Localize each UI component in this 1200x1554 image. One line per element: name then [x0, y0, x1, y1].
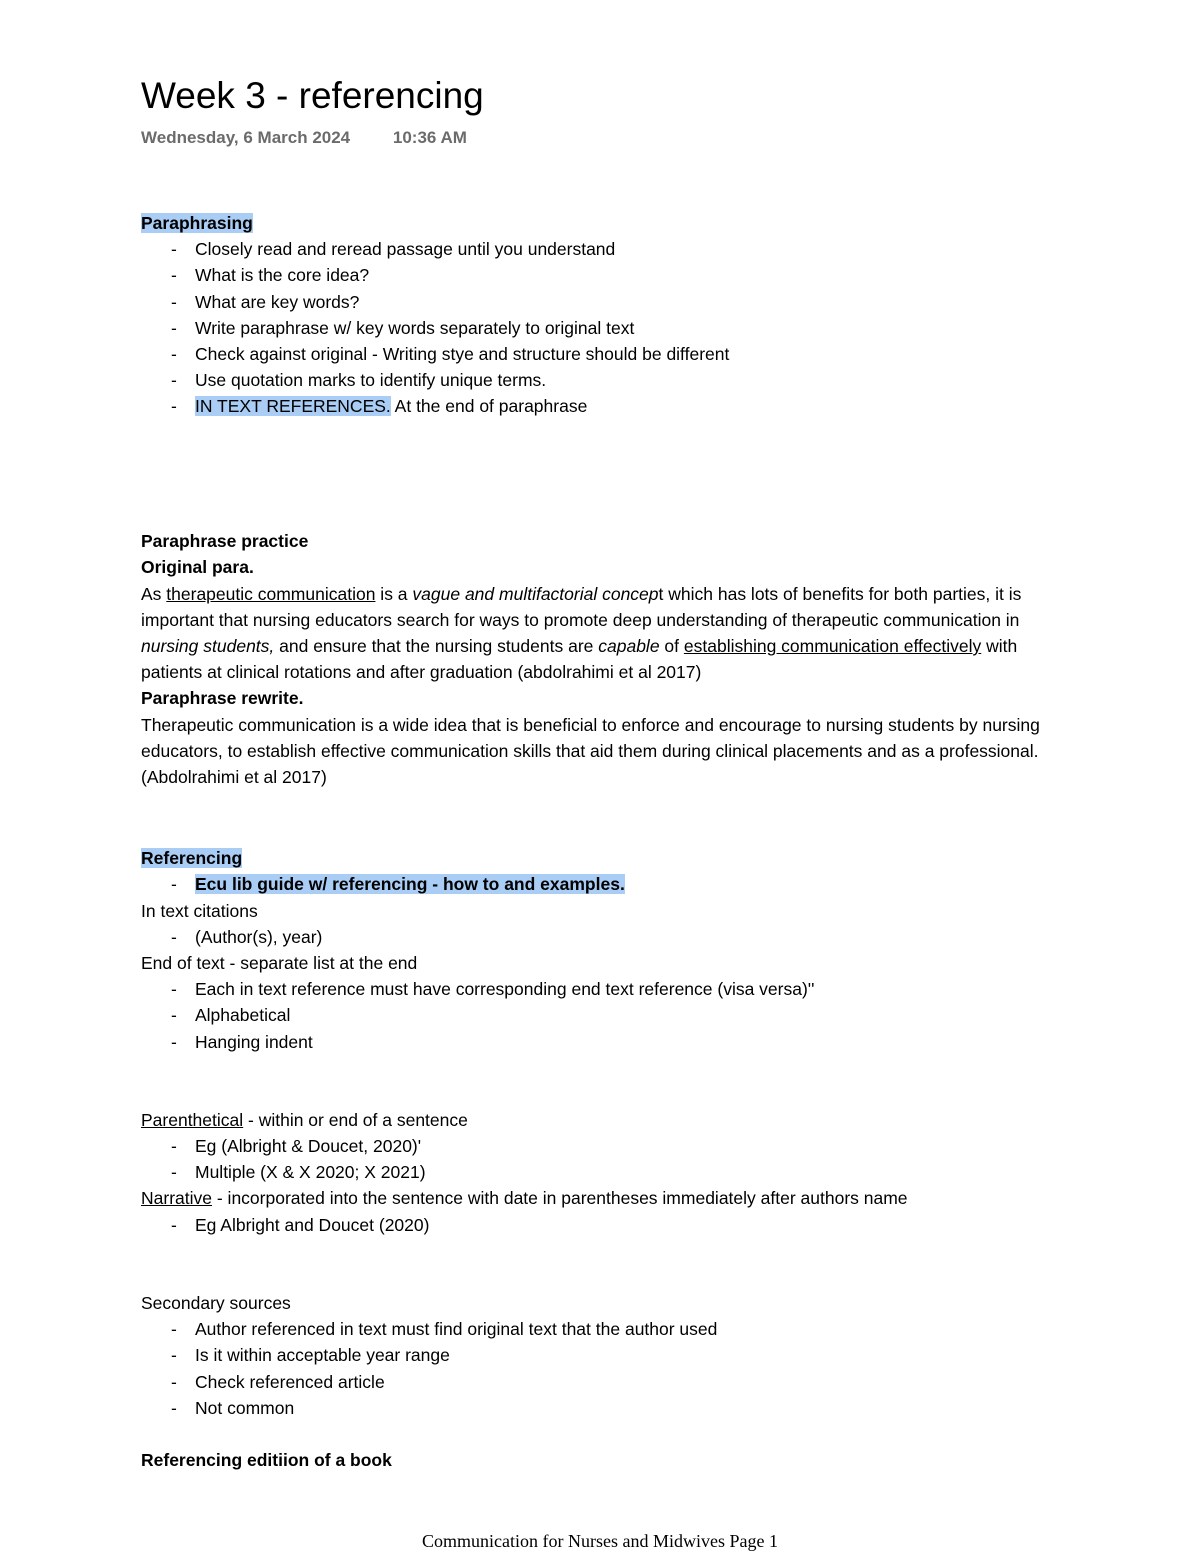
practice-heading: Paraphrase practice — [141, 531, 309, 552]
list-item: - Check against original - Writing stye and structure should be different — [141, 341, 1061, 367]
referencing-heading: Referencing — [141, 848, 243, 869]
list-item — [141, 393, 1061, 419]
text-run: and ensure that the nursing students are — [274, 636, 599, 657]
list-item: - Is it within acceptable year range — [141, 1342, 1061, 1368]
parenthetical-line — [141, 1107, 1061, 1133]
list-item: - Check referenced article — [141, 1369, 1061, 1395]
lib-guide-text: Ecu lib guide w/ referencing - how to and examples. — [195, 874, 625, 895]
narrative-desc: - incorporated into the sentence with date in parentheses immediately after authors name — [212, 1188, 908, 1209]
list-item: - Not common — [141, 1395, 1061, 1421]
secondary-heading: Secondary sources — [141, 1292, 291, 1313]
text-run: t which has lots of benefits for both parties, it is important that nursing educators search for ways to promote deep understanding of therapeutic communication in — [141, 583, 1022, 630]
in-text-references-highlight: IN TEXT REFERENCES. — [195, 396, 391, 417]
list-item: - Each in text reference must have corresponding end text reference (visa versa)'' — [141, 976, 1061, 1002]
list-item: - Multiple (X & X 2020; X 2021) — [141, 1159, 1061, 1185]
underlined-term: therapeutic communication — [166, 583, 376, 604]
parenthetical-desc: - within or end of a sentence — [243, 1109, 468, 1130]
narrative-line — [141, 1185, 1061, 1211]
page-title: Week 3 - referencing — [141, 75, 484, 116]
list-item — [141, 871, 1061, 897]
list-item: - (Author(s), year) — [141, 924, 1061, 950]
parenthetical-term: Parenthetical — [141, 1109, 244, 1130]
text-run: is a — [375, 583, 413, 604]
rewrite-label: Paraphrase rewrite. — [141, 688, 304, 709]
list-item: - Author referenced in text must find original text that the author used — [141, 1316, 1061, 1342]
section-referencing — [141, 845, 1061, 871]
edition-heading: Referencing editiion of a book — [141, 1450, 392, 1471]
rewrite-paragraph: Therapeutic communication is a wide idea that is beneficial to enforce and encourage to nursing students by nursing educators, to establish effective communication skills that aid them during clinical placements and as a professional. (Abdolrahimi et al 2017) — [141, 714, 1040, 788]
note-body — [141, 210, 1061, 1473]
in-text-label: In text citations — [141, 900, 258, 921]
page-footer: Communication for Nurses and Midwives Page 1 — [422, 1531, 778, 1551]
italic-term: vague and multifactorial concep — [412, 583, 659, 604]
list-item: - Use quotation marks to identify unique terms. — [141, 367, 1061, 393]
italic-term: nursing students, — [141, 636, 275, 657]
paraphrasing-heading: Paraphrasing — [141, 213, 253, 233]
list-item: - Eg Albright and Doucet (2020) — [141, 1212, 1061, 1238]
list-item: - Write paraphrase w/ key words separately to original text — [141, 315, 1061, 341]
text-run: with patients at clinical rotations and after graduation (abdolrahimi et al 2017) — [141, 636, 1018, 683]
section-paraphrasing — [141, 210, 1061, 236]
list-item: - Closely read and reread passage until you understand — [141, 236, 1061, 262]
original-paragraph — [141, 581, 1061, 686]
list-item: - Eg (Albright & Doucet, 2020)' — [141, 1133, 1061, 1159]
list-item-text: At the end of paraphrase — [390, 396, 588, 417]
page-date: Wednesday, 6 March 2024 — [141, 128, 351, 147]
list-item: - Hanging indent — [141, 1029, 1061, 1055]
list-item: - What is the core idea? — [141, 262, 1061, 288]
end-text-label: End of text - separate list at the end — [141, 953, 418, 974]
list-item: - What are key words? — [141, 289, 1061, 315]
page-time: 10:36 AM — [392, 128, 467, 147]
narrative-term: Narrative — [141, 1188, 212, 1209]
italic-term: capable — [598, 636, 660, 657]
text-run: of — [659, 636, 684, 657]
underlined-term: establishing communication effectively — [683, 636, 982, 657]
original-para-label: Original para. — [141, 557, 254, 578]
page-metadata — [141, 126, 467, 150]
list-item: - Alphabetical — [141, 1002, 1061, 1028]
text-run: As — [141, 583, 167, 604]
